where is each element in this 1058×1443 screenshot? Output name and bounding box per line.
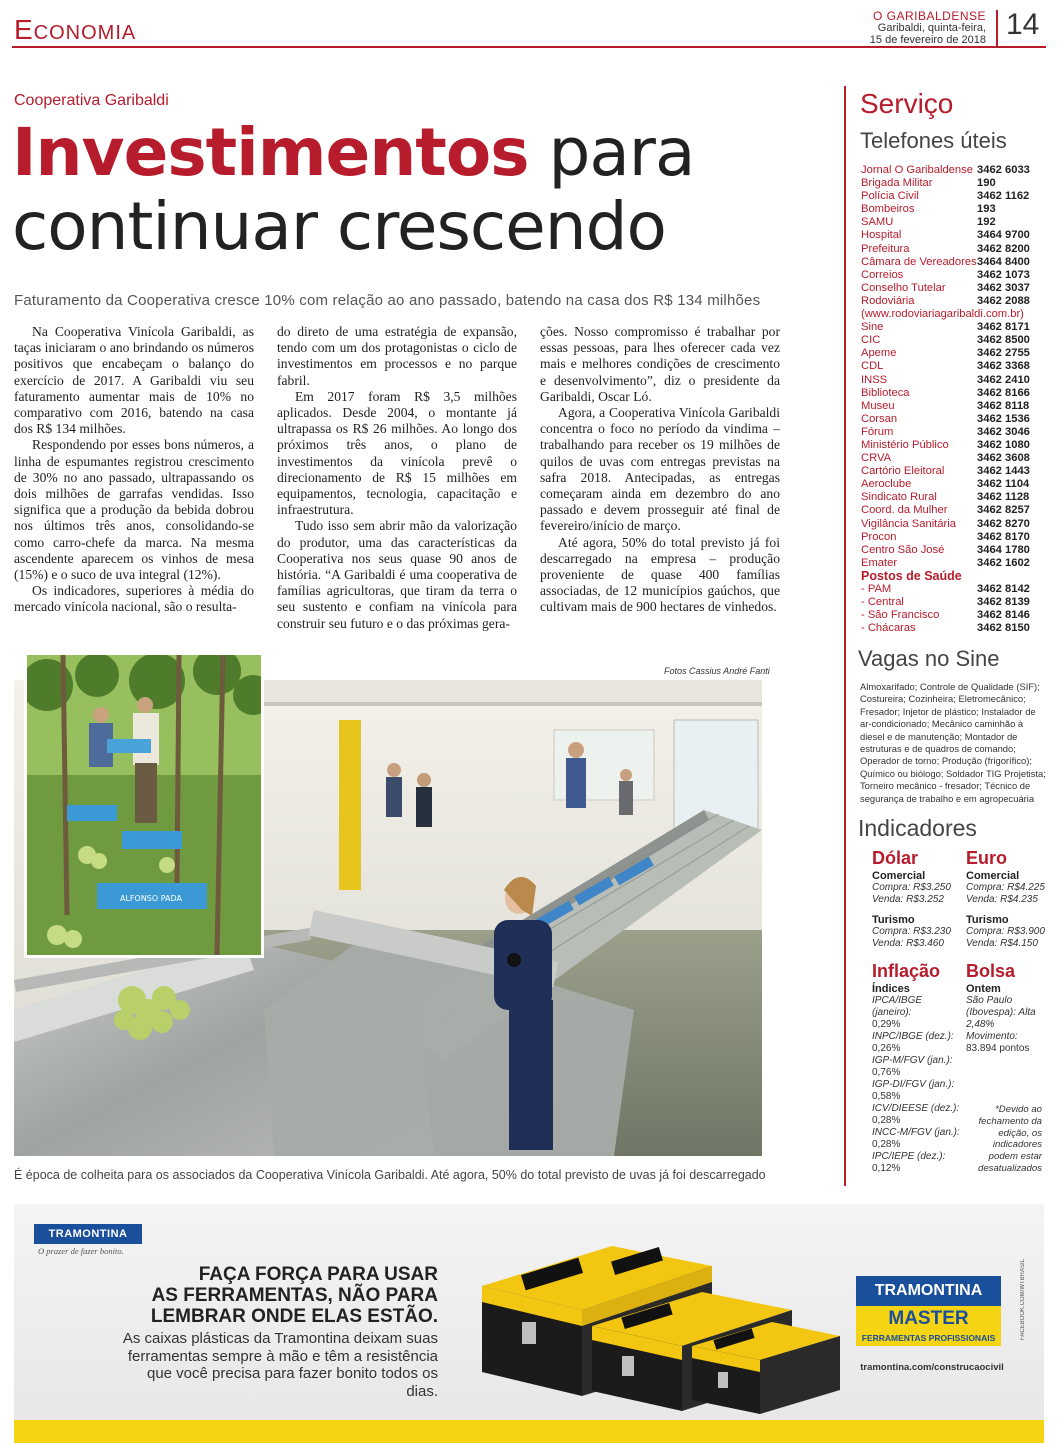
ad-yellow-band: [14, 1420, 1044, 1443]
paragraph: Respondendo por esses bons números, a linha de espumantes registrou crescimento de 30% no ano passado, ultrapassando os dois milhões de garrafas vendidas. Isso significa que a produção da bebida dobrou nos últimos três anos, consolidando-se como carro-chefe da marca. Na mesma ascendente aparecem os vinhos de mesa (15%) e o suco de uva integral (12%).: [14, 437, 254, 583]
toolboxes-image: [462, 1226, 842, 1416]
phone-number: 3464 9700: [977, 229, 1030, 242]
service-title: Serviço: [860, 88, 954, 119]
phone-label: - Central: [861, 596, 904, 609]
phone-number: 3462 8257: [977, 504, 1030, 517]
phone-label: Polícia Civil: [861, 190, 919, 203]
title-rest: para continuar crescendo: [12, 114, 695, 265]
phone-number: 3462 3368: [977, 360, 1030, 373]
article-kicker: Cooperativa Garibaldi: [14, 92, 169, 109]
dolar-commercial-label: Comercial: [872, 870, 926, 882]
phone-list: [861, 164, 1051, 635]
phone-label: Sine: [861, 321, 884, 334]
euro-tourism-label: Turismo: [966, 914, 1009, 926]
bolsa-line-1: São Paulo (Ibovespa): Alta 2,48%: [966, 995, 1036, 1030]
tramontina-ad[interactable]: [14, 1204, 1044, 1443]
bolsa-line-3: 83.894 pontos: [966, 1043, 1030, 1054]
phone-row: [861, 216, 1051, 229]
phone-number: 3462 1080: [977, 438, 1030, 451]
ad-facebook: FACEBOOK.COM/WTBRASIL: [1020, 1258, 1026, 1340]
article-title: [12, 116, 812, 264]
dolar-tourism-label: Turismo: [872, 914, 915, 926]
inflation-index-label: IPCA/IBGE (janeiro):: [872, 995, 923, 1018]
phone-number: 3462 2410: [977, 373, 1030, 386]
article-column-2: [277, 324, 517, 632]
phone-number: 3462 8146: [977, 609, 1030, 622]
phone-row: [861, 282, 1051, 295]
phone-label: (www.rodoviariagaribaldi.com.br): [861, 308, 1024, 321]
phone-row: [861, 164, 1051, 177]
phone-number: 3462 8500: [977, 334, 1030, 347]
inflation-index-label: INPC/IBGE (dez.):: [872, 1031, 954, 1042]
date-line-2: 15 de fevereiro de 2018: [869, 34, 986, 46]
dolar-title: Dólar: [872, 848, 919, 868]
inflation-index-label: IGP-DI/FGV (jan.):: [872, 1079, 955, 1090]
brand-tagline: FERRAMENTAS PROFISSIONAIS: [856, 1332, 1001, 1346]
phone-row: [861, 531, 1051, 544]
phone-number: 3464 1780: [977, 543, 1030, 556]
phone-row: [861, 504, 1051, 517]
euro-commercial-label: Comercial: [966, 870, 1020, 882]
phone-label: Cartório Eleitoral: [861, 465, 945, 478]
phone-label: Corsan: [861, 412, 898, 425]
photo-credit: Fotos Cassius André Fanti: [664, 666, 770, 676]
inflation-index-value: 0,28%: [872, 1115, 901, 1126]
phone-row: [861, 413, 1051, 426]
inflation-index-value: 0,76%: [872, 1067, 901, 1078]
phone-label: Museu: [861, 399, 895, 412]
phone-number: 3462 1073: [977, 268, 1030, 281]
paper-info: [870, 10, 986, 46]
dolar-commercial-sell: Venda: R$3.252: [872, 894, 944, 905]
phone-row: [861, 229, 1051, 242]
phone-row: [861, 308, 1051, 321]
euro-commercial-sell: Venda: R$4.235: [966, 894, 1038, 905]
phone-number: 3462 1602: [977, 556, 1030, 569]
indicator-euro: [966, 848, 1050, 950]
phone-label: Ministério Público: [861, 438, 949, 451]
phone-number: 3462 8139: [977, 596, 1030, 609]
phone-label: Bombeiros: [861, 203, 915, 216]
phone-number: 3462 8200: [977, 242, 1030, 255]
phone-number: 3462 1128: [977, 491, 1030, 504]
phone-row: [861, 243, 1051, 256]
phone-row: [861, 465, 1051, 478]
page-number: 14: [1006, 8, 1040, 41]
inflation-index-value: 0,28%: [872, 1139, 901, 1150]
indicator-inflacao: [872, 961, 964, 1175]
phone-label: SAMU: [861, 216, 894, 229]
dolar-tourism-buy: Compra: R$3.230: [872, 926, 951, 937]
paragraph: Agora, a Cooperativa Vinícola Garibaldi concentra o foco no período da vindima – trabalhando para receber os 19 milhões de quilos de uvas com entregas previstas na safra 2018. Antecipadas, as entregas começaram ainda em dezembro do ano passado e devem prosseguir até final de fevereiro/início de março.: [540, 405, 780, 534]
inflacao-title: Inflação: [872, 961, 941, 981]
phone-number: 3462 1104: [977, 478, 1030, 491]
ad-logo: TRAMONTINA: [34, 1224, 142, 1244]
phone-label: Rodoviária: [861, 294, 915, 307]
bolsa-title: Bolsa: [966, 961, 1016, 981]
phone-label: Conselho Tutelar: [861, 281, 946, 294]
phone-number: 3462 8150: [977, 622, 1030, 635]
phone-label: Coord. da Mulher: [861, 504, 948, 517]
bolsa-sub: Ontem: [966, 983, 1001, 995]
paragraph: ções. Nosso compromisso é trabalhar por essas pessoas, para lhes oferecer cada vez mais e melhores condições de crescimento e desenvolvimento”, diz o presidente da Garibaldi, Oscar Ló.: [540, 324, 780, 404]
phone-number: 3462 8118: [977, 399, 1030, 412]
title-highlight: Investimentos: [12, 114, 529, 191]
ad-headline: [128, 1264, 438, 1327]
phone-label: CDL: [861, 360, 884, 373]
article-column-1: [14, 324, 254, 616]
phone-label: Emater: [861, 556, 898, 569]
phone-label: Hospital: [861, 229, 902, 242]
article-subtitle: Faturamento da Cooperativa cresce 10% com relação ao ano passado, batendo na casa dos R$ 134 milhões: [14, 292, 761, 309]
vagas-title: Vagas no Sine: [858, 646, 1000, 671]
bolsa-line-2: Movimento:: [966, 1031, 1018, 1042]
phone-label: - São Francisco: [861, 609, 940, 622]
dolar-commercial-buy: Compra: R$3.250: [872, 882, 951, 893]
inflation-index-value: 0,58%: [872, 1091, 901, 1102]
phone-label: Brigada Militar: [861, 177, 933, 190]
paper-name: O GARIBALDENSE: [872, 9, 986, 23]
phone-label: - PAM: [861, 583, 892, 595]
phone-number: 190: [977, 177, 996, 190]
phone-number: 3462 1536: [977, 412, 1030, 425]
inflation-index-label: INCC-M/FGV (jan.):: [872, 1127, 960, 1138]
phones-subtitle: Telefones úteis: [860, 128, 1007, 153]
phone-row: [861, 269, 1051, 282]
photo-caption: É época de colheita para os associados da Cooperativa Vinícola Garibaldi. Até agora, 50% do total previsto de uvas já foi descarregado: [14, 1168, 766, 1182]
phone-row: [861, 557, 1051, 570]
ad-logo-slogan: O prazer de fazer bonito.: [38, 1246, 124, 1256]
phone-row: [861, 518, 1051, 531]
phone-label: Sindicato Rural: [861, 491, 937, 504]
paragraph: Os indicadores, superiores à média do mercado vinícola nacional, são o resulta-: [14, 583, 254, 615]
page-number-divider: [996, 10, 998, 46]
inflation-index-label: ICV/DIEESE (dez.):: [872, 1103, 960, 1114]
euro-tourism-sell: Venda: R$4.150: [966, 938, 1038, 949]
brand-master: MASTER: [856, 1306, 1001, 1332]
phone-number: 3464 8400: [977, 255, 1030, 268]
phone-row: [861, 203, 1051, 216]
header-rule: [12, 46, 1046, 48]
phone-row: [861, 544, 1051, 557]
inflation-index-value: 0,29%: [872, 1019, 901, 1030]
paragraph: Em 2017 foram R$ 3,5 milhões aplicados. Desde 2004, o montante já ultrapassa os R$ 26 milhões. Ao longo dos próximos três anos, o plano de investimentos da vinícola prevê o direcionamento de R$ 15 milhões em equipamentos, tecnologia, capacitação e infraestrutura.: [277, 388, 517, 518]
indicator-bolsa: [966, 961, 1050, 1055]
phone-row: [861, 256, 1051, 269]
phone-label: Prefeitura: [861, 242, 910, 255]
phone-row: [861, 491, 1051, 504]
phone-label: Fórum: [861, 425, 894, 438]
tramontina-master-logo: [856, 1276, 1001, 1344]
phone-row: [861, 387, 1051, 400]
ad-headline-line: LEMBRAR ONDE ELAS ESTÃO.: [150, 1306, 438, 1327]
indicator-dolar: [872, 848, 964, 950]
phone-number: 3462 6033: [977, 164, 1030, 176]
phone-row: [861, 334, 1051, 347]
phone-label: Apeme: [861, 347, 897, 360]
indicators-disclaimer: *Devido ao fechamento da edição, os indicadores podem estar desatualizados: [977, 1104, 1042, 1174]
paragraph: do direto de uma estratégia de expansão, tendo com um dos protagonistas o ciclo de investimentos em processos e no parque fabril.: [277, 324, 517, 388]
phone-row: [861, 609, 1051, 622]
phone-number: 3462 8142: [977, 583, 1030, 595]
ad-url[interactable]: tramontina.com/construcaocivil: [860, 1362, 1004, 1373]
phone-row: [861, 439, 1051, 452]
inflacao-sub: Índices: [872, 983, 910, 995]
phone-number: 193: [977, 203, 996, 216]
inflation-index-value: 0,26%: [872, 1043, 901, 1054]
toolbox-icon: [462, 1226, 842, 1416]
phone-number: 3462 3608: [977, 452, 1030, 465]
euro-title: Euro: [966, 848, 1008, 868]
phone-number: 3462 8270: [977, 517, 1030, 530]
paragraph: Na Cooperativa Vinícola Garibaldi, as taças iniciaram o ano brindando os números positivos que encabeçam o balanço do exercício de 2017. A Garibaldi viu seu faturamento aumentar mais de 10% no comparativo com 2016, batendo na casa dos R$ 134 milhões.: [14, 324, 254, 437]
vineyard-illustration: [27, 655, 261, 955]
date-line-1: Garibaldi, quinta-feira,: [877, 22, 986, 34]
phone-row: [861, 347, 1051, 360]
phone-label: - Chácaras: [861, 622, 916, 635]
phone-row: [861, 426, 1051, 439]
phone-label: Centro São José: [861, 543, 945, 556]
phone-label: Vigilância Sanitária: [861, 517, 956, 530]
ad-headline-line: AS FERRAMENTAS, NÃO PARA: [151, 1285, 438, 1306]
phone-number: 3462 8166: [977, 386, 1030, 399]
phone-row: [861, 295, 1051, 308]
phone-row: [861, 622, 1051, 635]
phone-number: 3462 8171: [977, 321, 1030, 334]
phone-row: [861, 321, 1051, 334]
phone-label: Câmara de Vereadores: [861, 255, 977, 268]
phone-number: 3462 2088: [977, 294, 1030, 307]
inset-crate-label: ALFONSO PADA: [119, 894, 183, 903]
phone-number: [1024, 308, 1051, 321]
phone-label: Aeroclube: [861, 478, 912, 491]
inflation-index-label: IPC/IEPE (dez.):: [872, 1151, 946, 1162]
ad-headline-line: FAÇA FORÇA PARA USAR: [198, 1264, 438, 1285]
dolar-tourism-sell: Venda: R$3.460: [872, 938, 944, 949]
phone-row: [861, 452, 1051, 465]
phone-number: 3462 3037: [977, 281, 1030, 294]
phone-number: 3462 3046: [977, 425, 1030, 438]
phone-label: INSS: [861, 373, 888, 386]
phone-label: CIC: [861, 334, 881, 347]
brand-top: TRAMONTINA: [856, 1276, 1001, 1306]
phone-label: Procon: [861, 530, 897, 543]
phone-number: 192: [977, 216, 996, 229]
paragraph: Até agora, 50% do total previsto já foi descarregado na empresa – produção proveniente de quase 400 famílias associadas, de 12 municípios gaúchos, que cultivam mais de 900 hectares de vinhedos.: [540, 534, 780, 615]
phone-number: 3462 1162: [977, 190, 1030, 203]
phone-label: CRVA: [861, 452, 892, 465]
ad-body: As caixas plásticas da Tramontina deixam suas ferramentas sempre à mão e têm a resistência que você precisa para fazer bonito todos os dias.: [122, 1330, 438, 1400]
euro-tourism-buy: Compra: R$3.900: [966, 926, 1045, 937]
article-column-3: [540, 324, 780, 616]
paragraph: Tudo isso sem abrir mão da valorização do produtor, uma das características da Cooperativa nos seus quase 90 anos de história. “A Garibaldi é uma cooperativa de famílias agricultoras, que tiram da terra o seu sustento e confiam na vinícola para construir seu futuro e o das próximas gera-: [277, 518, 517, 631]
phone-label: Jornal O Garibaldense: [861, 164, 973, 176]
indicators-title: Indicadores: [858, 815, 977, 841]
vagas-list: Almoxarifado; Controle de Qualidade (SIF); Costureira; Cozinheira; Eletromecânico; Fresador; Injetor de plástico; Instalador de ar-condicionado; Mecânico caminhão à diesel e de manutenção; Montador de estruturas e de quadros de comando; Operador de torno; Produção (frigorífico); Químico ou biólogo; Soldador TIG Projetista; Torneiro mecânico - fresador; Técnico de segurança de trabalho e em agropecuária: [860, 681, 1046, 804]
phone-row: [861, 478, 1051, 491]
health-posts-title: Postos de Saúde: [861, 568, 962, 583]
phone-row: [861, 374, 1051, 387]
phone-row: [861, 190, 1051, 203]
phone-row: [861, 583, 1051, 596]
phone-number: 3462 2755: [977, 347, 1030, 360]
phone-number: 3462 1443: [977, 465, 1030, 478]
phone-row: [861, 400, 1051, 413]
phone-row: [861, 177, 1051, 190]
phone-label: Correios: [861, 268, 904, 281]
inset-photo-vineyard: [24, 652, 264, 958]
euro-commercial-buy: Compra: R$4.225: [966, 882, 1045, 893]
inflation-index-value: 0,12%: [872, 1163, 901, 1174]
inflation-index-label: IGP-M/FGV (jan.):: [872, 1055, 953, 1066]
phone-row: [861, 360, 1051, 373]
phone-number: 3462 8170: [977, 530, 1030, 543]
phone-label: Biblioteca: [861, 386, 910, 399]
section-title: Economia: [14, 14, 137, 45]
inflacao-items: [872, 995, 964, 1175]
phone-row: [861, 596, 1051, 609]
